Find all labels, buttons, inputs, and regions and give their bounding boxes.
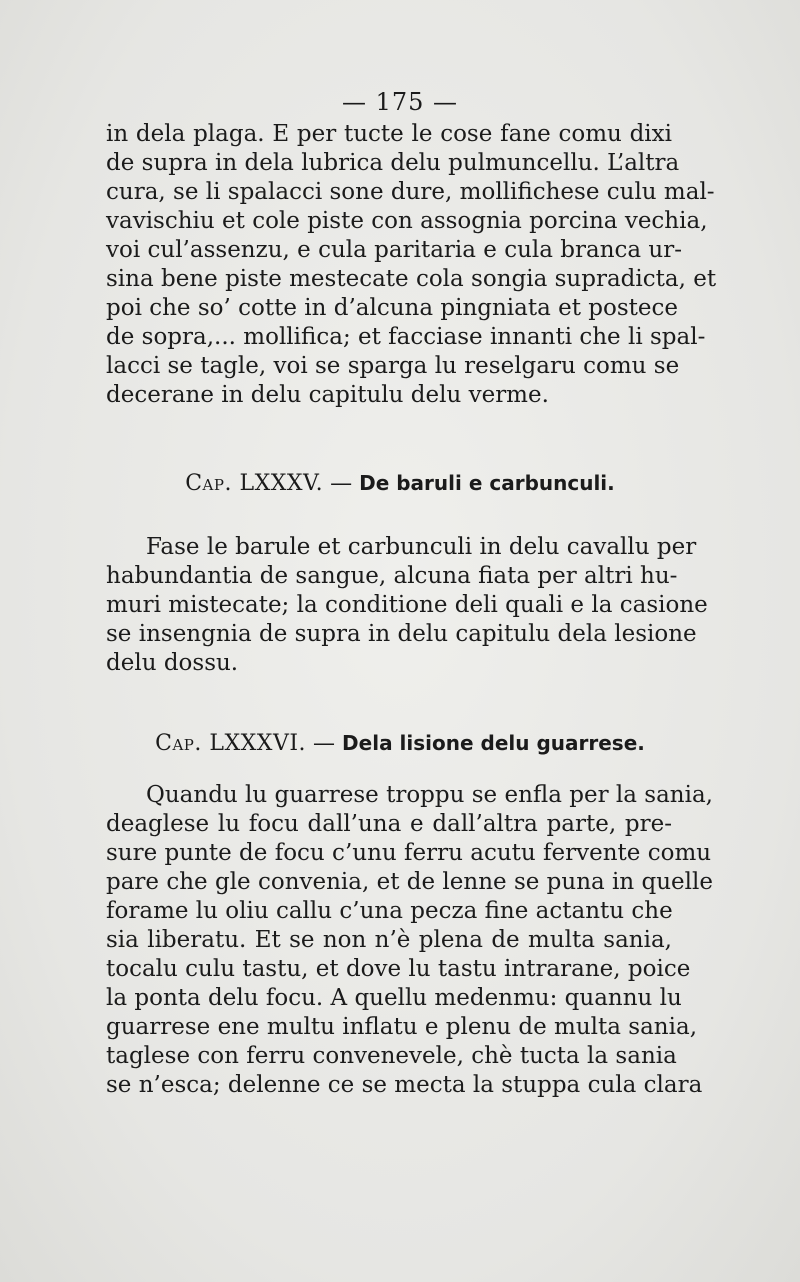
chapter-title: Dela lisione delu guarrese. [342,731,645,755]
text-line: la ponta delu focu. A quellu medenmu: quannu lu [106,985,682,1011]
page-number: — 175 — [341,88,459,116]
text-line: vavischiu et cole piste con assognia porcina vechia, [106,208,708,234]
text-line: Quandu lu guarrese troppu se enfla per la sania, [146,782,713,808]
paragraph-2 [106,533,708,678]
paragraph-3 [106,781,713,1100]
text-line: lacci se tagle, voi se sparga lu reselgaru comu se [106,353,680,379]
text-line: forame lu oliu callu c’una pecza fine actantu che [106,898,673,924]
text-line: taglese con ferru convenevele, chè tucta la sania [106,1043,677,1069]
text-line: de supra in dela lubrica delu pulmuncellu. L’altra [106,150,680,176]
chapter-heading-86 [0,728,800,759]
text-line: tocalu culu tastu, et dove lu tastu intrarane, poice [106,956,691,982]
text-line: muri mistecate; la conditione deli quali e la casione [106,592,708,618]
text-line: Fase le barule et carbunculi in delu cavallu per [146,534,697,560]
text-line: cura, se li spalacci sone dure, mollifichese culu mal- [106,179,715,205]
text-line: guarrese ene multu inflatu e plenu de multa sania, [106,1014,698,1040]
text-line: in dela plaga. E per tucte le cose fane comu dixi [106,121,672,147]
paragraph-1 [106,120,717,410]
heading-dash: — [323,471,360,496]
text-line: decerane in delu capitulu delu verme. [106,382,549,408]
text-line: sina bene piste mestecate cola songia supradicta, et [106,266,717,292]
text-line: pare che gle convenia, et de lenne se puna in quelle [106,869,713,895]
text-line: sure punte de focu c’unu ferru acutu fervente comu [106,840,712,866]
text-line: poi che so’ cotte in d’alcuna pingniata et postece [106,295,679,321]
text-line: sia liberatu. Et se non n’è plena de multa sania, [106,927,672,953]
text-line: se n’esca; delenne ce se mecta la stuppa cula clara [106,1072,703,1098]
text-line: voi cul’assenzu, e cula paritaria e cula branca ur- [106,237,682,263]
heading-dash: — [306,731,343,756]
chapter-number: Cap. LXXXV. [185,471,324,496]
chapter-heading-85 [0,468,800,499]
chapter-number: Cap. LXXXVI. [155,731,307,756]
text-line: delu dossu. [106,650,239,676]
text-line: habundantia de sangue, alcuna fiata per altri hu- [106,563,678,589]
text-line: se insengnia de supra in delu capitulu dela lesione [106,621,697,647]
chapter-title: De baruli e carbunculi. [359,471,615,495]
text-line: de sopra,... mollifica; et facciase innanti che li spal- [106,324,706,350]
text-line: deaglese lu focu dall’una e dall’altra parte, pre- [106,811,672,837]
